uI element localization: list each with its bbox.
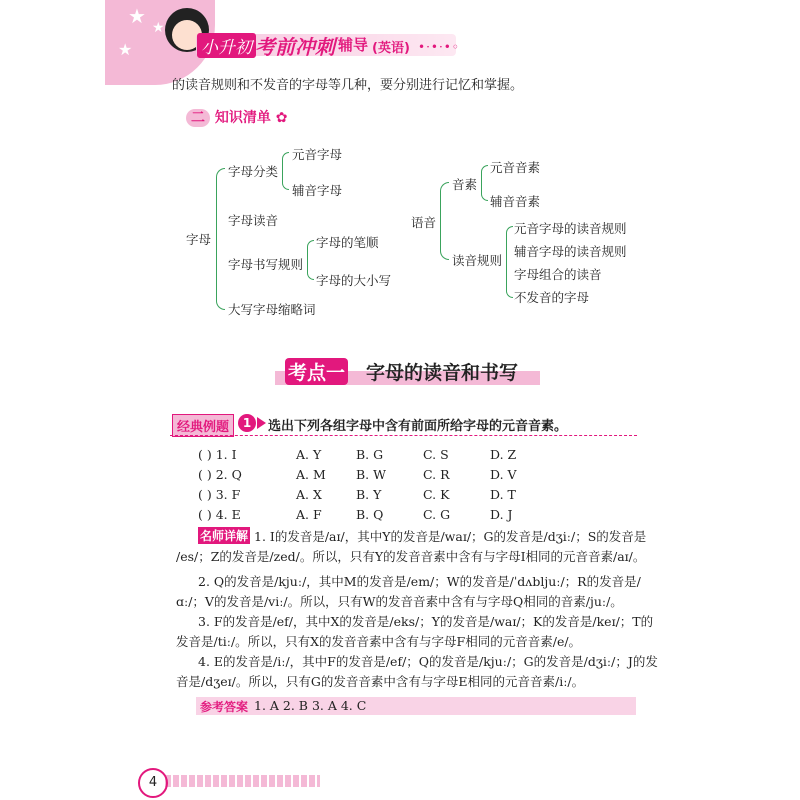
header-title: 考前冲刺 <box>255 35 335 59</box>
tree-node: 音素 <box>452 177 478 192</box>
tree-root: 语音 <box>411 215 437 230</box>
option: B. W <box>356 467 386 482</box>
tree-node: 字母的大小写 <box>316 273 392 288</box>
section-label: 知识清单 <box>214 110 271 126</box>
answer-text: 1. A 2. B 3. A 4. C <box>254 698 367 713</box>
question-stem: ( ) 2. Q <box>198 467 242 482</box>
explain-line: /es/；Z的发音是/zed/。所以，只有Y的发音音素中含有与字母I相同的元音音素/aɪ/。 <box>176 549 646 564</box>
option: A. X <box>296 487 322 502</box>
footer-decoration <box>165 775 320 787</box>
tree-node: 字母组合的读音 <box>514 267 602 282</box>
kaodian-tag: 考点一 <box>285 358 348 385</box>
header-subtitle: 辅导 <box>338 36 369 54</box>
tree-node: 字母分类 <box>228 164 279 179</box>
tree-node: 读音规则 <box>452 253 503 268</box>
explain-line: 1. I的发音是/aɪ/，其中Y的发音是/waɪ/；G的发音是/dʒiː/；S的发音是 <box>254 529 647 544</box>
tree-node: 字母书写规则 <box>228 257 304 272</box>
option: A. M <box>296 467 326 482</box>
page-number: 4 <box>138 768 168 798</box>
explain-line: 音是/dʒeɪ/。所以，只有G的发音音素中含有与字母E相同的元音音素/iː/。 <box>176 674 585 689</box>
tree-node: 不发音的字母 <box>514 290 590 305</box>
flower-icon: ✿ <box>275 110 288 126</box>
tree-node: 大写字母缩略词 <box>228 302 316 317</box>
question-stem: ( ) 4. E <box>198 507 241 522</box>
star-icon: ★ <box>118 40 133 59</box>
header-tag: 小升初 <box>197 33 256 58</box>
explain-line: ɑː/；V的发音是/viː/。所以，只有W的发音音素中含有与字母Q相同的音素/juː/。 <box>176 594 623 609</box>
option: B. Q <box>356 507 384 522</box>
tree-node: 元音字母 <box>292 147 343 162</box>
section-number: 二 <box>186 109 210 127</box>
divider <box>170 435 637 436</box>
example-text: 选出下列各组字母中含有前面所给字母的元音音素。 <box>268 419 568 434</box>
option: A. Y <box>296 447 322 462</box>
explain-line: 2. Q的发音是/kjuː/，其中M的发音是/em/；W的发音是/ˈdʌbljuː/；R的发音是/ <box>198 574 641 589</box>
tree-node: 元音字母的读音规则 <box>514 221 627 236</box>
option: C. G <box>423 507 451 522</box>
tree-node: 辅音音素 <box>490 194 541 209</box>
star-icon: ★ <box>152 20 165 36</box>
tree-root: 字母 <box>186 232 212 247</box>
option: D. Z <box>490 447 517 462</box>
kaodian-title: 字母的读音和书写 <box>366 362 519 384</box>
tree-node: 辅音字母 <box>292 183 343 198</box>
example-number: 1 <box>238 414 256 432</box>
answer-label: 参考答案 <box>200 700 249 714</box>
explain-line: 4. E的发音是/iː/，其中F的发音是/ef/；Q的发音是/kjuː/；G的发音是/dʒiː/；J的发 <box>198 654 658 669</box>
tree-node: 辅音字母的读音规则 <box>514 244 627 259</box>
star-icon: ★ <box>128 4 146 28</box>
option: D. T <box>490 487 516 502</box>
section-heading <box>186 107 287 127</box>
question-stem: ( ) 1. I <box>198 447 237 462</box>
tree-node: 元音音素 <box>490 160 541 175</box>
example-label: 经典例题 <box>172 414 234 437</box>
dots-decoration: •·•·•◦ <box>418 40 460 54</box>
option: D. J <box>490 507 513 522</box>
option: A. F <box>296 507 322 522</box>
triangle-icon <box>257 417 266 429</box>
tree-node: 字母的笔顺 <box>316 235 379 250</box>
explain-line: 3. F的发音是/ef/，其中X的发音是/eks/；Y的发音是/waɪ/；K的发音是/keɪ/；T的 <box>198 614 654 629</box>
option: B. G <box>356 447 384 462</box>
option: D. V <box>490 467 517 482</box>
explain-line: 发音是/tiː/。所以，只有X的发音音素中含有与字母F相同的元音音素/e/。 <box>176 634 582 649</box>
option: B. Y <box>356 487 382 502</box>
header-subject: (英语) <box>372 41 410 56</box>
explain-label: 名师详解 <box>200 529 249 543</box>
intro-text: 的读音规则和不发音的字母等几种，要分别进行记忆和掌握。 <box>172 78 524 93</box>
option: C. R <box>423 467 450 482</box>
tree-node: 字母读音 <box>228 213 279 228</box>
question-stem: ( ) 3. F <box>198 487 241 502</box>
option: C. K <box>423 487 450 502</box>
option: C. S <box>423 447 449 462</box>
